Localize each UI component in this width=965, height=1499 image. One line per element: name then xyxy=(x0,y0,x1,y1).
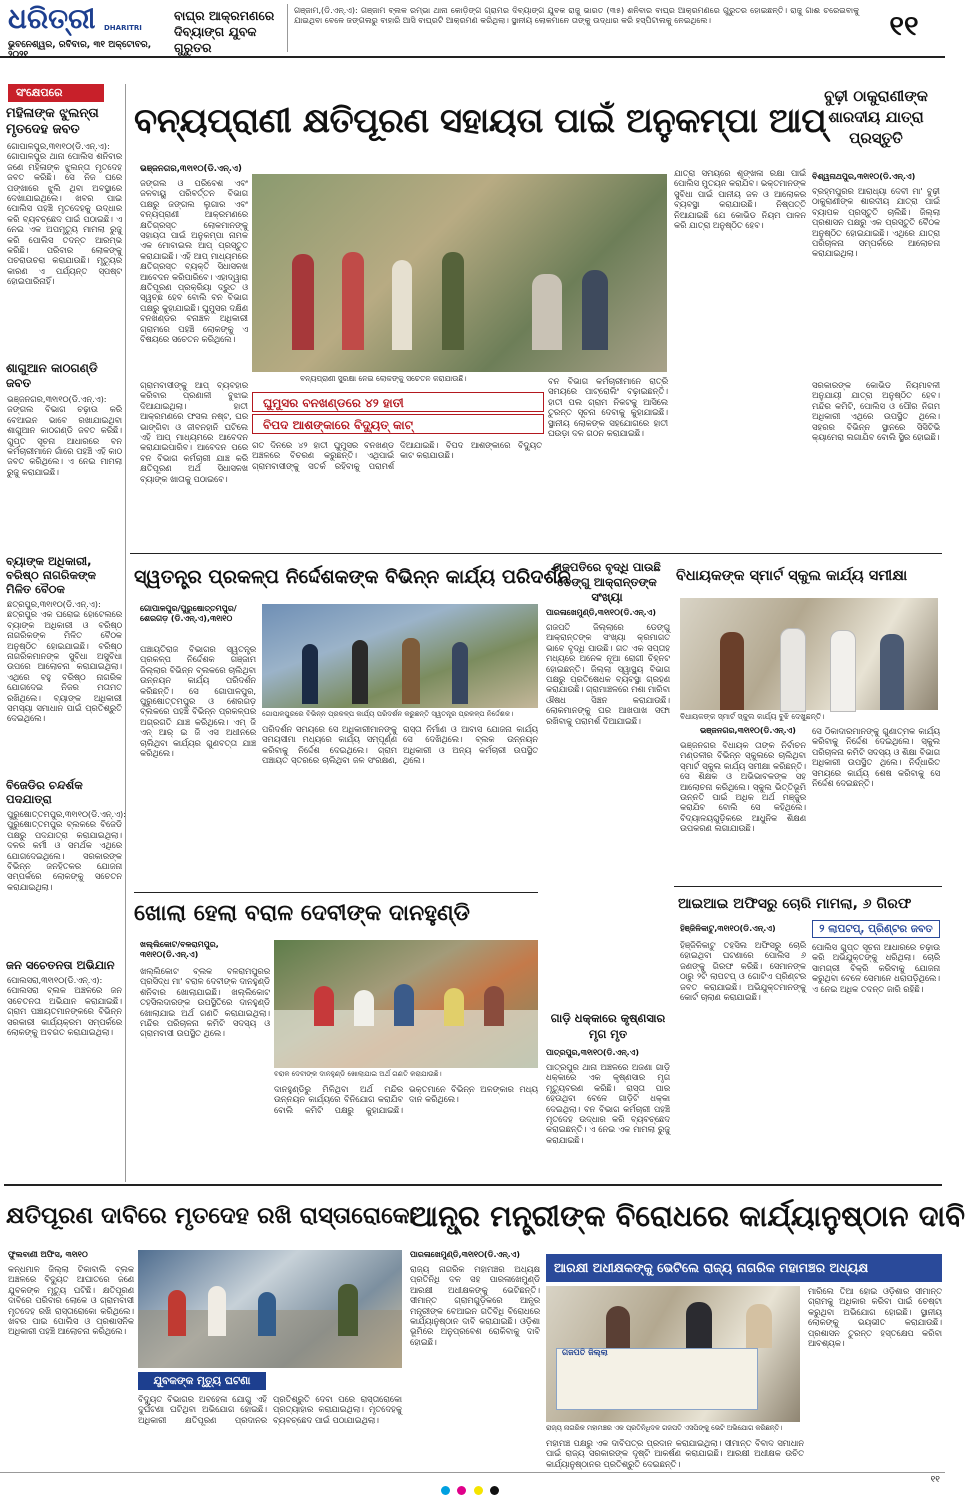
bottom-headline-1: କ୍ଷତିପୂରଣ ଦାବିରେ ମୃତଦେହ ରଖି ରାସ୍ତାରୋକୋ xyxy=(6,1203,415,1229)
magenta-dot xyxy=(457,1486,466,1495)
divider-3 xyxy=(4,1184,942,1186)
mid-s3-body: ଭଞ୍ଜନଗର ବିଧାୟକ ତାଙ୍କ ନିର୍ବାଚନ ମଣ୍ଡଳୀର ବିଭିନ୍ନ ସ୍କୁଲରେ ଚାଲିଥିବା ସ୍ମାର୍ଟ ସ୍କୁଲ କାର୍ଯ୍ୟ ସମୀକ୍ଷା କରିଛନ୍ତି। ସେ ଶିକ୍ଷକ ଓ ଅଭିଭାବକଙ୍କ ସହ ଆଲୋଚନା କରିଥିଲେ। ସ୍କୁଲ ଭିତ୍ତିଭୂମି ଉନ୍ନତି ପାଇଁ ଅଧିକ ଅର୍ଥ ମଞ୍ଜୁର କରାଯିବ ବୋଲି ସେ କହିଥିଲେ। ବିଦ୍ୟାଳୟଗୁଡ଼ିକରେ ଆଧୁନିକ ଶିକ୍ଷଣ ଉପକରଣ ଲଗାଯାଉଛି। xyxy=(680,740,806,834)
footer-folio: ୧୧ xyxy=(930,1475,940,1485)
lower-s1-body2: ଦାନହୁଣ୍ଡିରୁ ମିଳିଥିବା ଅର୍ଥ ମନ୍ଦିର ଉନ୍ନୟନ କାର୍ଯ୍ୟରେ ବିନିଯୋଗ କରାଯିବ ବୋଲି କମିଟି ପକ୍ଷରୁ କୁହାଯାଇଛି। ଭକ୍ତମାନେ ବିଭିନ୍ନ ଅଳଙ୍କାର ମଧ୍ୟ ଦାନ କରିଥିଲେ। xyxy=(274,1084,538,1115)
bottom-s1-dateline: ଫୁଲବାଣୀ ଅଫିସ, ୩୧ା୧୦ xyxy=(8,1250,88,1259)
teaser-box xyxy=(168,4,288,55)
logo-text: ଧରିତ୍ରୀ xyxy=(8,2,96,35)
mid-s3-photo-caption: ବିଧାୟକଙ୍କ ସ୍ମାର୍ଟ ସ୍କୁଲ କାର୍ଯ୍ୟ ବୁଝି ଦେଖୁଛନ୍ତି। xyxy=(680,712,880,723)
right-top-body-c: ସରକାରଙ୍କ କୋଭିଡ ନିୟମାବଳୀ ଅନୁଯାୟୀ ଯାତ୍ରା ଅନୁଷ୍ଠିତ ହେବ। ମନ୍ଦିର କମିଟି, ପୋଲିସ ଓ ପୌର ନିଗମ ଅଧିକାରୀ ଏଥିରେ ଉପସ୍ଥିତ ଥିଲେ। ସହରର ବିଭିନ୍ନ ସ୍ଥାନରେ ସିସିଟିଭି କ୍ୟାମେରା ଲଗାଯିବ ବୋଲି ସ୍ଥିର ହୋଇଛି। xyxy=(812,380,940,443)
lower-s3-sub xyxy=(812,920,940,938)
lower-s3-dateline: ହିଞ୍ଜିଳିକାଟୁ,୩୧ା୧୦(ଡି.ଏନ୍.ଏ) xyxy=(680,924,776,933)
top-headline: ବନ୍ୟପ୍ରାଣୀ କ୍ଷତିପୂରଣ ସହାୟତା ପାଇଁ ଅନୁକମ୍ପା ଆପ୍ xyxy=(134,101,827,141)
divider-2 xyxy=(674,886,942,887)
bottom-s2-body: ରାଜ୍ୟ ନାଗରିକ ମହାମଞ୍ଚର ଅଧ୍ୟକ୍ଷ ପ୍ରତିନିଧି ଦଳ ସହ ପାରଳାଖେମୁଣ୍ଡି ଆରକ୍ଷୀ ଅଧୀକ୍ଷକଙ୍କୁ ଭେଟିଛନ୍ତି। ସୀମାନ୍ତ ଗ୍ରାମଗୁଡ଼ିକରେ ଆନ୍ଧ୍ର ମନ୍ତ୍ରୀଙ୍କ ବେଆଇନ ଗତିବିଧି ବିରୋଧରେ କାର୍ଯ୍ୟାନୁଷ୍ଠାନ ଦାବି କରାଯାଇଛି। ଓଡ଼ିଶା ଭୂମିରେ ଅନୁପ୍ରବେଶ ରୋକିବାକୁ ଦାବି ହୋଇଛି। xyxy=(410,1264,540,1347)
masthead xyxy=(0,0,945,58)
logo-sub: DHARITRI xyxy=(104,24,142,32)
footer xyxy=(0,1472,945,1497)
right-top-headline: ବୁଢ଼ୀ ଠାକୁରାଣୀଙ୍କ ଶାରଦୀୟ ଯାତ୍ରା ପ୍ରସ୍ତୁତି xyxy=(824,87,928,147)
mid-s2-body: ଗଜପତି ଜିଲ୍ଲାରେ ଡେଙ୍ଗୁ ଆକ୍ରାନ୍ତଙ୍କ ସଂଖ୍ୟା କ୍ରମାଗତ ଭାବେ ବୃଦ୍ଧି ପାଉଛି। ଗତ ଏକ ସପ୍ତାହ ମଧ୍ୟରେ ଅନେକ ନୂଆ ରୋଗୀ ଚିହ୍ନଟ ହୋଇଛନ୍ତି। ଜିଲ୍ଲା ସ୍ୱାସ୍ଥ୍ୟ ବିଭାଗ ପକ୍ଷରୁ ପ୍ରତିଷେଧକ ବ୍ୟବସ୍ଥା ଗ୍ରହଣ କରାଯାଉଛି। ଗ୍ରାମାଞ୍ଚଳରେ ମଶା ମାରିବା ଔଷଧ ସିଞ୍ଚନ କରାଯାଉଛି। ଲୋକମାନଙ୍କୁ ଘର ଆଖପାଖ ସଫା ରଖିବାକୁ ପରାମର୍ଶ ଦିଆଯାଇଛି। xyxy=(546,622,670,726)
mid-s2-headline: ଗଜପତିରେ ବୃଦ୍ଧି ପାଉଛି ଡେଙ୍ଗୁ ଆକ୍ରାନ୍ତଙ୍କ ସଂଖ୍ୟା xyxy=(553,560,661,604)
mid-s1-body2: ପରିଦର୍ଶନ ସମୟରେ ସେ ଅଧିକାରୀମାନଙ୍କୁ ସମୟସୀମା ମଧ୍ୟରେ କାର୍ଯ୍ୟ ସମ୍ପୂର୍ଣ୍ଣ କରିବାକୁ ନିର୍ଦ୍ଦେଶ ଦେଇଥିଲେ। ଗ୍ରାମ ପଞ୍ଚାୟତ ସ୍ତରରେ ଚାଲିଥିବା ଜଳ ସଂରକ୍ଷଣ, ରାସ୍ତା ନିର୍ମାଣ ଓ ଆବାସ ଯୋଜନା କାର୍ଯ୍ୟ ସେ ଦେଖିଥିଲେ। ବ୍ଲକ ଉନ୍ନୟନ ଅଧିକାରୀ ଓ ଅନ୍ୟ କର୍ମଚାରୀ ଉପସ୍ଥିତ ଥିଲେ। xyxy=(262,724,538,766)
lower-s3-body2: ପୋଲିସ ଗୁପ୍ତ ସୂଚନା ଆଧାରରେ ଚଢ଼ାଉ କରି ଅଭିଯୁକ୍ତଙ୍କୁ ଧରିଥିଲା। ଚୋରି ସାମଗ୍ରୀ ବିକ୍ରି କରିବାକୁ ଯୋଜନା କରୁଥିବା ବେଳେ ସେମାନେ ଧରାପଡ଼ିଥିଲେ। ଏ ନେଇ ଅଧିକ ତଦନ୍ତ ଜାରି ରହିଛି। xyxy=(812,942,940,994)
top-body-c: ଗତ ଦିନରେ ୪୨ ହାତୀ ଘୁମୁସର ବନଖଣ୍ଡ ଅଞ୍ଚଳରେ ବିଚରଣ କରୁଛନ୍ତି। ଏଥିପାଇଁ ଗ୍ରାମବାସୀଙ୍କୁ ସତର୍କ ରହିବାକୁ ପରାମର୍ଶ ଦିଆଯାଇଛି। ବିପଦ ଆଶଙ୍କାରେ ବିଦ୍ୟୁତ କାଟ କରାଯାଉଛି। xyxy=(252,440,542,471)
bottom-s1-body2: ବିଦ୍ୟୁତ ବିଭାଗର ଅବହେଳା ଯୋଗୁ ଏହି ଦୁର୍ଘଟଣା ଘଟିଥିବା ଅଭିଯୋଗ ହୋଇଛି। ଅଧିକାରୀ କ୍ଷତିପୂରଣ ପ୍ରଦାନର ପ୍ରତିଶ୍ରୁତି ଦେବା ପରେ ରାସ୍ତାରୋକୋ ପ୍ରତ୍ୟାହାର କରାଯାଇଥିଲା। ମୃତଦେହକୁ ବ୍ୟବଚ୍ଛେଦ ପାଇଁ ପଠାଯାଇଥିଲା। xyxy=(138,1394,402,1425)
brief-2-title: ଶାଗୁଆନ କାଠଗଣ୍ଡି ଜବତ xyxy=(6,361,98,390)
top-body-d: ବନ ବିଭାଗ କର୍ମଚାରୀମାନେ ରାତ୍ରି ସମୟରେ ପାଟ୍ରୋଲିଂ ବଢ଼ାଇଛନ୍ତି। ହାତୀ ପଲ ଗ୍ରାମ ନିକଟକୁ ଆସିଲେ ତୁରନ୍ତ ସୂଚନା ଦେବାକୁ କୁହାଯାଇଛି। ସ୍ଥାନୀୟ ଲୋକଙ୍କ ସହଯୋଗରେ ହାତୀ ଘଉଡ଼ା ଦଳ ଗଠନ କରାଯାଇଛି। xyxy=(548,376,668,439)
bottom-s2-banner-text: ଆରକ୍ଷୀ ଅଧୀକ୍ଷକଙ୍କୁ ଭେଟିଲେ ରାଜ୍ୟ ନାଗରିକ ମହାମଞ୍ଚର ଅଧ୍ୟକ୍ଷ xyxy=(554,1260,869,1275)
bottom-s1-body: କନ୍ଧମାଳ ଜିଲ୍ଲା ଟିକାବାଲି ବ୍ଲକ ଅଞ୍ଚଳରେ ବିଦ୍ୟୁତ ଆଘାତରେ ଜଣେ ଯୁବକଙ୍କ ମୃତ୍ୟୁ ଘଟିଛି। କ୍ଷତିପୂରଣ ଦାବିରେ ପରିବାର ଲୋକେ ଓ ଗ୍ରାମବାସୀ ମୃତଦେହ ରଖି ରାସ୍ତାରୋକୋ କରିଥିଲେ। ଖବର ପାଇ ପୋଲିସ ଓ ପ୍ରଶାସନିକ ଅଧିକାରୀ ପହଞ୍ଚି ଆଲୋଚନା କରିଥିଲେ। xyxy=(8,1264,134,1337)
lower-s2-headline: ଗାଡ଼ି ଧକ୍କାରେ କୃଷ୍ଣସାର ମୃଗ ମୃତ xyxy=(550,1011,666,1041)
registration-marks xyxy=(140,1480,800,1492)
dateline: ଭୁବନେଶ୍ୱର, ରବିବାର, ୩୧ ଅକ୍ଟୋବର, ୨୦୨୧ xyxy=(8,40,152,60)
top-photo-caption: ବନ୍ୟପ୍ରାଣୀ ସୁରକ୍ଷା ନେଇ ଲୋକଙ୍କୁ ସଚେତନ କରାଯାଉଛି। xyxy=(300,374,660,385)
black-dot xyxy=(490,1486,499,1495)
top-sub-1-text: ଘୁମୁସର ବନଖଣ୍ଡରେ ୪୨ ହାତୀ xyxy=(263,396,404,410)
teaser-title: ବାଘ୍ର ଆକ୍ରମଣରେ ଦିବ୍ୟାଙ୍ଗ ଯୁବକ ଗୁରୁତର xyxy=(174,8,275,55)
left-briefs xyxy=(4,84,126,1182)
mid-s3-headline: ବିଧାୟକଙ୍କ ସ୍ମାର୍ଟ ସ୍କୁଲ କାର୍ଯ୍ୟ ସମୀକ୍ଷା xyxy=(676,568,908,584)
brief-1-title: ମହିଳାଙ୍କ ଝୁଲନ୍ତା ମୃତଦେହ ଜବତ xyxy=(6,106,99,137)
lower-s1-photo-caption: ବରାଳ ଦେବୀଙ୍କ ଦାନହୁଣ୍ଡି ଖୋଲାଯାଇ ଅର୍ଥ ଗଣତି କରାଯାଉଛି। xyxy=(274,1070,538,1081)
mid-s1-headline: ସ୍ୱତନ୍ତ୍ର ପ୍ରକଳ୍ପ ନିର୍ଦ୍ଦେଶକଙ୍କ ବିଭିନ୍ନ କାର୍ଯ୍ୟ ପରିଦର୍ଶନ xyxy=(134,566,571,588)
lower-s3-sub-text: ୨ ଲାପଟପ୍, ପ୍ରିଣ୍ଟର ଜବତ xyxy=(819,923,933,935)
lower-s1-photo xyxy=(274,940,538,1068)
lower-s3-headline: ଆଇଆଇ ଅଫିସରୁ ଚୋରି ମାମଲା, ୬ ଗିରଫ xyxy=(678,896,912,912)
brief-2-body: ଭଞ୍ଜନଗର,୩୧ା୧୦(ଡି.ଏନ୍.ଏ): ଜଙ୍ଗଲ ବିଭାଗ ଚଢ଼ାଉ କରି ବେଆଇନ ଭାବେ ରଖାଯାଇଥିବା ଶାଗୁଆନ କାଠଗଣ୍ଡି ଜବତ କରିଛି। ଗୁପ୍ତ ସୂଚନା ଆଧାରରେ ବନ କର୍ମଚାରୀମାନେ ଗାଁରେ ପହଞ୍ଚି ଏହି କାଠ ଜବତ କରିଥିଲେ। ଏ ନେଇ ମାମଲା ରୁଜୁ କରାଯାଇଛି। xyxy=(7,394,122,477)
brief-4-title: ବିଜେଡିର ଚନ୍ଦର୍ଶକ ପଦଯାତ୍ରା xyxy=(6,778,83,806)
mid-s2-dateline: ପାରଳାଖେମୁଣ୍ଡି,୩୧ା୧୦(ଡି.ଏନ୍.ଏ) xyxy=(546,608,656,617)
brief-4-body: ପୁରୁଷୋତ୍ତମପୁର,୩୧ା୧୦(ଡି.ଏନ୍.ଏ): ପୁରୁଷୋତ୍ତମପୁର ବ୍ଲକରେ ବିଜେଡି ପକ୍ଷରୁ ପଦଯାତ୍ରା କରାଯାଇଥିଲା। ଦଳର କର୍ମୀ ଓ ସମର୍ଥକ ଏଥିରେ ଯୋଗଦେଇଥିଲେ। ସରକାରଙ୍କ ବିଭିନ୍ନ ଜନହିତକର ଯୋଜନା ସମ୍ପର୍କରେ ଲୋକଙ୍କୁ ସଚେତନ କରାଯାଇଥିଲା। xyxy=(7,809,126,892)
mid-s1-photo-caption: ଗୋପାଳପୁରରେ ବିଭିନ୍ନ ପ୍ରକଳ୍ପ କାର୍ଯ୍ୟ ପରିଦର୍ଶନ କରୁଛନ୍ତି ସ୍ୱତନ୍ତ୍ର ପ୍ରକଳ୍ପ ନିର୍ଦ୍ଦେଶକ। xyxy=(262,710,538,722)
page-number: ୧୧ xyxy=(889,9,919,42)
right-top-body-b: ବ୍ରହ୍ମପୁରର ଆରାଧ୍ୟା ଦେବୀ ମା' ବୁଢ଼ୀ ଠାକୁରାଣୀଙ୍କ ଶାରଦୀୟ ଯାତ୍ରା ପାଇଁ ବ୍ୟାପକ ପ୍ରସ୍ତୁତି ଚାଲିଛି। ଜିଲ୍ଲା ପ୍ରଶାସନ ପକ୍ଷରୁ ଏକ ପ୍ରସ୍ତୁତି ବୈଠକ ଅନୁଷ୍ଠିତ ହୋଇଯାଇଛି। ଏଥିରେ ଯାତ୍ରା ପରିଚାଳନା ସମ୍ପର୍କରେ ଆଲୋଚନା କରାଯାଇଥିଲା। xyxy=(812,186,940,259)
bottom-s1-sub xyxy=(138,1372,266,1390)
mid-s3-dateline: ଭଞ୍ଜନଗର,୩୧ା୧୦(ଡି.ଏନ୍.ଏ) xyxy=(700,726,796,735)
mid-s1-photo xyxy=(262,604,538,708)
right-top-dateline: ବିଶ୍ୱନାଥପୁର,୩୧ା୧୦(ଡି.ଏନ୍.ଏ) xyxy=(812,172,916,181)
lower-s1-body: ଖଲ୍ଲିକୋଟ ବ୍ଲକ ବଳରାମପୁରର ପ୍ରସିଦ୍ଧ ମା' ବରାଳ ଦେବୀଙ୍କ ଦାନହୁଣ୍ଡି ଶନିବାର ଖୋଲାଯାଇଛି। ଖଲ୍ଲିକୋଟ ତହସିଲଦାରଙ୍କ ଉପସ୍ଥିତିରେ ଦାନହୁଣ୍ଡି ଖୋଲାଯାଇ ଅର୍ଥ ଗଣତି କରାଯାଇଥିଲା। ମନ୍ଦିର ପରିଚାଳନା କମିଟି ସଦସ୍ୟ ଓ ଗ୍ରାମବାସୀ ଉପସ୍ଥିତ ଥିଲେ। xyxy=(140,966,270,1039)
bottom-s2-photo xyxy=(546,1286,800,1422)
brief-1-body: ଗୋପାଳପୁର,୩୧ା୧୦(ଡି.ଏନ୍.ଏ): ଗୋପାଳପୁର ଥାନା ପୋଲିସ ଶନିବାର ଜଣେ ମହିଳାଙ୍କ ଝୁଲନ୍ତା ମୃତଦେହ ଜବତ କରିଛି। ସେ ନିଜ ଘରେ ପଙ୍ଖାରେ ଝୁଲି ଥିବା ଅବସ୍ଥାରେ ଦେଖାଯାଇଥିଲେ। ଖବର ପାଇ ପୋଲିସ ପହଞ୍ଚି ମୃତଦେହକୁ ଉଦ୍ଧାର କରି ବ୍ୟବଚ୍ଛେଦ ପାଇଁ ପଠାଇଛି। ଏ ନେଇ ଏକ ଅପମୃତ୍ୟୁ ମାମଲା ରୁଜୁ କରି ପୋଲିସ ତଦନ୍ତ ଆରମ୍ଭ କରିଛି। ପରିବାର ଲୋକଙ୍କୁ ପଚରାଉଚରା କରାଯାଉଛି। ମୃତ୍ୟୁର କାରଣ ଏ ପର୍ଯ୍ୟନ୍ତ ସ୍ପଷ୍ଟ ହୋଇପାରିନାହିଁ। xyxy=(7,141,122,287)
cyan-dot xyxy=(441,1486,450,1495)
bottom-s2-banner xyxy=(546,1254,942,1282)
top-body-b: ଗ୍ରାମବାସୀଙ୍କୁ ଆପ୍ ବ୍ୟବହାର କରିବାର ପ୍ରଣାଳୀ ବୁଝାଇ ଦିଆଯାଇଥିଲା। ହାତୀ ଆକ୍ରମଣରେ ଫସଲ ନଷ୍ଟ, ଘର ଭାଙ୍ଗିବା ଓ ଜୀବନହାନି ଘଟିଲେ ଏହି ଆପ୍ ମାଧ୍ୟମରେ ଆବେଦନ କରାଯାଇପାରିବ। ଆବେଦନ ପରେ ବନ ବିଭାଗ କର୍ମଚାରୀ ଯାଞ୍ଚ କରି କ୍ଷତିପୂରଣ ଅର୍ଥ ସିଧାସଳଖ ବ୍ୟାଙ୍କ ଖାତାକୁ ପଠାଇବେ। xyxy=(140,380,248,484)
top-dateline: ଭଞ୍ଜନଗର,୩୧ା୧୦(ଡି.ଏନ୍.ଏ) xyxy=(140,164,242,174)
mid-s1-body: ପଞ୍ଚାୟତିରାଜ ବିଭାଗର ସ୍ୱତନ୍ତ୍ର ପ୍ରକଳ୍ପ ନିର୍ଦ୍ଦେଶକ ଗଞ୍ଜାମ ଜିଲ୍ଲାର ବିଭିନ୍ନ ବ୍ଲକରେ ଚାଲିଥିବା ଉନ୍ନୟନ କାର୍ଯ୍ୟ ପରିଦର୍ଶନ କରିଛନ୍ତି। ସେ ଗୋପାଳପୁର, ପୁରୁଷୋତ୍ତମପୁର ଓ ଶେରଗଡ଼ ବ୍ଲକରେ ପହଞ୍ଚି ବିଭିନ୍ନ ପ୍ରକଳ୍ପର ଅଗ୍ରଗତି ଯାଞ୍ଚ କରିଥିଲେ। ଏମ୍ ଜି ଏନ୍ ଆର୍ ଇ ଜି ଏସ ଅଧୀନରେ ଚାଲିଥିବା କାର୍ଯ୍ୟର ଗୁଣବତ୍ତା ଯାଞ୍ଚ କରିଥିଲେ। xyxy=(140,644,256,759)
bottom-s2-dateline: ପାରଳାଖେମୁଣ୍ଡି,୩୧ା୧୦(ଡି.ଏନ୍.ଏ) xyxy=(410,1250,520,1259)
map-label: ଗଜପତି ଜିଲ୍ଲା xyxy=(562,1348,608,1357)
top-body-a: ଜଙ୍ଗଲ ଓ ପରିବେଶ ଏବଂ ଜଳବାୟୁ ପରିବର୍ତ୍ତନ ବିଭାଗ ପକ୍ଷରୁ ଜଙ୍ଗଲ ଲୁଗାର ଏବଂ ବନ୍ୟପ୍ରାଣୀ ଆକ୍ରମଣରେ କ୍ଷତିଗ୍ରସ୍ତ ଲୋକମାନଙ୍କୁ ସହାୟତା ପାଇଁ ଅନୁକମ୍ପା ନାମକ ଏକ ମୋବାଇଲ ଆପ୍ ପ୍ରସ୍ତୁତ କରାଯାଇଛି। ଏହି ଆପ୍ ମାଧ୍ୟମରେ କ୍ଷତିଗ୍ରସ୍ତ ବ୍ୟକ୍ତି ସିଧାସଳଖ ଆବେଦନ କରିପାରିବେ। ଏହାଦ୍ୱାରା କ୍ଷତିପୂରଣ ପ୍ରକ୍ରିୟା ଦ୍ରୁତ ଓ ସ୍ୱଚ୍ଛ ହେବ ବୋଲି ବନ ବିଭାଗ ପକ୍ଷରୁ କୁହାଯାଇଛି। ଘୁମୁସର ଦକ୍ଷିଣ ବନଖଣ୍ଡର ବନାଞ୍ଚଳ ଅଧିକାରୀ ଗ୍ରାମରେ ପହଞ୍ଚି ଲୋକଙ୍କୁ ଏ ବିଷୟରେ ସଚେତନ କରିଥିଲେ। xyxy=(140,178,248,345)
brief-3-body: ଛତ୍ରପୁର,୩୧ା୧୦(ଡି.ଏନ୍.ଏ): ଛତ୍ରପୁର ଏକ ଘରୋଇ ହୋଟେଲରେ ବ୍ୟାଙ୍କ ଅଧିକାରୀ ଓ ବରିଷ୍ଠ ନାଗରିକଙ୍କ ମିଳିତ ବୈଠକ ଅନୁଷ୍ଠିତ ହୋଇଯାଇଛି। ବରିଷ୍ଠ ନାଗରିକମାନଙ୍କ ସୁବିଧା ଅସୁବିଧା ଉପରେ ଆଲୋଚନା କରାଯାଇଥିଲା। ଏଥିରେ ବହୁ ବରିଷ୍ଠ ନାଗରିକ ଯୋଗଦେଇ ନିଜର ମତାମତ ରଖିଥିଲେ। ବ୍ୟାଙ୍କ ଅଧିକାରୀ ସମସ୍ୟା ସମାଧାନ ପାଇଁ ପ୍ରତିଶ୍ରୁତି ଦେଇଥିଲେ। xyxy=(7,599,122,724)
top-sub-2-text: ବିପଦ ଆଶଙ୍କାରେ ବିଦ୍ୟୁତ୍ କାଟ୍ xyxy=(263,418,413,432)
mid-s3-body2: ସେ ଠିକାଦାରମାନଙ୍କୁ ଗୁଣାତ୍ମକ କାର୍ଯ୍ୟ କରିବାକୁ ନିର୍ଦ୍ଦେଶ ଦେଇଥିଲେ। ସ୍କୁଲ ପରିଚାଳନା କମିଟି ସଦସ୍ୟ ଓ ଶିକ୍ଷା ବିଭାଗ ଅଧିକାରୀ ଉପସ୍ଥିତ ଥିଲେ। ନିର୍ଦ୍ଧାରିତ ସମୟରେ କାର୍ଯ୍ୟ ଶେଷ କରିବାକୁ ସେ ନିର୍ଦ୍ଦେଶ ଦେଇଛନ୍ତି। xyxy=(812,726,940,789)
brief-5-body: ପୋଲସରା,୩୧ା୧୦(ଡି.ଏନ୍.ଏ): ପୋଲସରା ବ୍ଲକ ଅଞ୍ଚଳରେ ଜନ ସଚେତନତା ଅଭିଯାନ କରାଯାଇଛି। ଗ୍ରାମ ପଞ୍ଚାୟତମାନଙ୍କରେ ବିଭିନ୍ନ ସରକାରୀ କାର୍ଯ୍ୟକ୍ରମ ସମ୍ପର୍କରେ ଲୋକଙ୍କୁ ଅବଗତ କରାଯାଇଥିଲା। xyxy=(7,975,122,1038)
lower-s2-body: ପାତ୍ରପୁର ଥାନା ଅଞ୍ଚଳରେ ଅଜଣା ଗାଡ଼ି ଧକ୍କାରେ ଏକ କୃଷ୍ଣସାର ମୃଗ ମୃତ୍ୟୁବରଣ କରିଛି। ରାସ୍ତା ପାର ହେଉଥିବା ବେଳେ ଗାଡ଼ିଟି ଧକ୍କା ଦେଇଥିଲା। ବନ ବିଭାଗ କର୍ମଚାରୀ ପହଞ୍ଚି ମୃତଦେହ ଉଦ୍ଧାର କରି ବ୍ୟବଚ୍ଛେଦ କରାଇଛନ୍ତି। ଏ ନେଇ ଏକ ମାମଲା ରୁଜୁ କରାଯାଇଛି। xyxy=(546,1062,670,1145)
right-top-body-a: ଯାତ୍ରା ସମୟରେ ଶୃଙ୍ଖଳା ରକ୍ଷା ପାଇଁ ପୋଲିସ ମୁତୟନ କରାଯିବ। ଭକ୍ତମାନଙ୍କ ସୁବିଧା ପାଇଁ ପାନୀୟ ଜଳ ଓ ଆଲୋକର ବ୍ୟବସ୍ଥା କରାଯାଉଛି। ନିଷ୍ପତ୍ତି ନିଆଯାଇଛି ଯେ କୋଭିଡ ନିୟମ ପାଳନ କରି ଯାତ୍ରା ଅନୁଷ୍ଠିତ ହେବ। xyxy=(674,168,806,231)
top-sub-2 xyxy=(252,414,544,434)
bottom-headline-2: ଆନ୍ଧ୍ର ମନ୍ତ୍ରୀଙ୍କ ବିରୋଧରେ କାର୍ଯ୍ୟାନୁଷ୍ଠାନ ଦାବି xyxy=(410,1199,965,1233)
bottom-s1-photo xyxy=(138,1250,402,1368)
brief-3-title: ବ୍ୟାଙ୍କ ଅଧିକାରୀ, ବରିଷ୍ଠ ନାଗରିକଙ୍କ ମିଳିତ ବୈଠକ xyxy=(6,554,97,596)
bottom-s2-body2: ମହାମଞ୍ଚ ପକ୍ଷରୁ ଏକ ଦାବିପତ୍ର ପ୍ରଦାନ କରାଯାଇଥିଲା। ସୀମାନ୍ତ ବିବାଦ ସମାଧାନ ପାଇଁ ରାଜ୍ୟ ସରକାରଙ୍କ ଦୃଷ୍ଟି ଆକର୍ଷଣ କରାଯାଇଛି। ଆରକ୍ଷୀ ଅଧୀକ୍ଷକ ଉଚିତ କାର୍ଯ୍ୟାନୁଷ୍ଠାନର ପ୍ରତିଶ୍ରୁତି ଦେଇଛନ୍ତି। xyxy=(546,1438,804,1469)
photo-figures xyxy=(282,234,642,354)
lower-s2-dateline: ପାତ୍ରପୁର,୩୧ା୧୦(ଡି.ଏନ୍.ଏ) xyxy=(546,1048,639,1057)
mid-s1-dateline: ଗୋପାଳପୁର/ପୁରୁଷୋତ୍ତମପୁର/ ଶେରଗଡ଼ (ଡି.ଏନ୍.ଏ),୩୧ା୧୦ xyxy=(140,604,237,623)
mid-s3-photo xyxy=(680,598,938,710)
briefs-tag: ସଂକ୍ଷେପରେ xyxy=(8,84,104,102)
top-sub-1 xyxy=(252,392,544,412)
divider-1 xyxy=(130,553,942,554)
bottom-s2-body3: ମାରିଲେ ତିଆ ହୋଇ ଓଡ଼ିଶାର ସୀମାନ୍ତ ଗ୍ରାମକୁ ଅଧିକାର କରିବା ପାଇଁ ଚେଷ୍ଟା କରୁଥିବା ଅଭିଯୋଗ ହୋଇଛି। ସ୍ଥାନୀୟ ଲୋକଙ୍କୁ ଭୟଭୀତ କରାଯାଉଛି। ପ୍ରଶାସନ ତୁରନ୍ତ ହସ୍ତକ୍ଷେପ କରିବା ଆବଶ୍ୟକ। xyxy=(808,1286,942,1349)
brief-5-title: ଜନ ସଚେତନତା ଅଭିଯାନ xyxy=(6,958,115,972)
bottom-s1-sub-text: ଯୁବକଙ୍କ ମୃତ୍ୟୁ ଘଟଣା xyxy=(153,1375,251,1387)
bottom-s2-photo-caption: ରାଜ୍ୟ ନାଗରିକ ମହାମଞ୍ଚର ଏକ ପ୍ରତିନିଧିଦଳ ଗଜପତି ଏସପିଙ୍କୁ ଭେଟି ଅଭିଯୋଗ କରିଛନ୍ତି। xyxy=(546,1424,804,1435)
logo xyxy=(8,2,158,38)
lower-s3-body: ହିଞ୍ଜିଳିକାଟୁ ତହସିଲ ଅଫିସରୁ ଚୋରି ହୋଇଥିବା ଘଟଣାରେ ପୋଲିସ ୬ ଜଣଙ୍କୁ ଗିରଫ କରିଛି। ସେମାନଙ୍କ ଠାରୁ ୨ଟି ଲାପଟପ୍ ଓ ଗୋଟିଏ ପ୍ରିଣ୍ଟର ଜବତ କରାଯାଇଛି। ଅଭିଯୁକ୍ତମାନଙ୍କୁ କୋର୍ଟ ଚାଲାଣ କରାଯାଇଛି। xyxy=(680,940,806,1003)
yellow-dot xyxy=(474,1486,483,1495)
lower-s1-headline: ଖୋଲା ହେଲା ବରାଳ ଦେବୀଙ୍କ ଦାନହୁଣ୍ଡି xyxy=(134,892,538,936)
top-story-photo xyxy=(252,174,667,372)
teaser-text: ଗଞ୍ଜାମ,(ଡି.ଏନ୍.ଏ): ଗଞ୍ଜାମ ବ୍ଲକ ରମ୍ଭା ଥାନା କୋଡ଼ିଙ୍ଗ ଗ୍ରାମର ଦିବ୍ୟାଙ୍ଗ ଯୁବକ ରାଜୁ ଭାରତ (୩୫) ଶନିବାର ବାଘ୍ର ଆକ୍ରମଣରେ ଗୁରୁତର ହୋଇଛନ୍ତି। ରାଜୁ ଗାଈ ଚରେଇବାକୁ ଯାଇଥିବା ବେଳେ ଜଙ୍ଗଲରୁ ବାହାରି ଆସି ବାଘ୍ରଟି ଆକ୍ରମଣ କରିଥିଲା। ସ୍ଥାନୀୟ ଲୋକମାନେ ତାଙ୍କୁ ଉଦ୍ଧାର କରି ହସ୍ପିଟାଲକୁ ନେଇଥିଲେ। xyxy=(294,6,859,25)
lower-s1-dateline: ଖଲ୍ଲିକୋଟ/ବଳରାମପୁର, ୩୧ା୧୦(ଡି.ଏନ୍.ଏ) xyxy=(140,940,219,959)
